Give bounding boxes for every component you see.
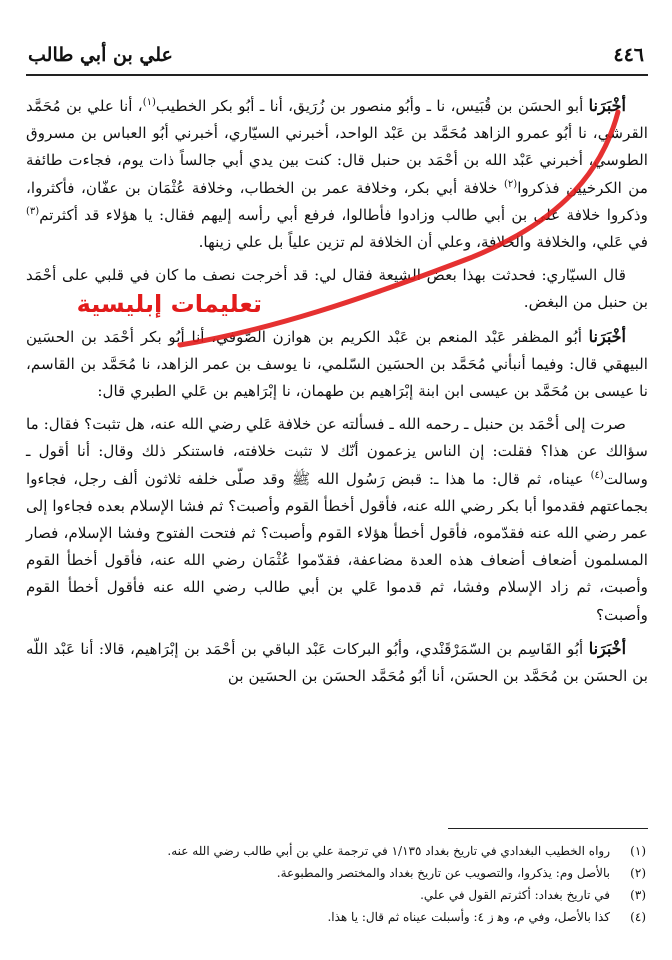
- footnote-number: (٣): [630, 888, 646, 902]
- footnote-mark: (٤): [590, 469, 604, 481]
- paragraph-text: قال السيّاري: فحدثت بهذا بعض الشيعة فقال لي: قد أخرجت نصف ما كان في قلبي على أحْمَد بن حنبل من البغض.: [26, 266, 648, 312]
- page-number: ٤٤٦: [613, 44, 644, 66]
- footnote-number: (١): [630, 844, 646, 858]
- paragraph-4: [26, 411, 648, 629]
- paragraph-lead: أخْبَرَنا: [588, 96, 626, 115]
- footnote-text: رواه الخطيب البغدادي في تاريخ بغداد ١/١٣٥ في ترجمة علي بن أبي طالب رضي الله عنه.: [167, 844, 610, 858]
- running-header: [28, 40, 644, 70]
- header-divider: [26, 74, 648, 76]
- paragraph-text: خلافة أبي بكر، وخلافة عمر بن الخطاب، وخلافة عُثْمَان بن عفّان، فأكثروا، وذكروا خلافة عَلي بن أبي طالب وزادوا فأطالوا، فرفع أبي رأسه إليهم فقال: يا هؤلاء قد أكثرتم: [26, 178, 648, 224]
- footnote-text: بالأصل وم: يذكروا، والتصويب عن تاريخ بغداد والمختصر والمطبوعة.: [276, 866, 610, 880]
- paragraph-text: أبُو القَاسِم بن السّمَرْقَنْدي، وأبُو البركات عَبْد الباقي بن أحْمَد بن إبْرَاهيم، قالا: أنا عَبْد اللّه بن الحسَن بن مُحَمَّد بن الحسَن، أنا أبُو مُحَمَّد الحسَن بن الحسَين بن: [26, 639, 648, 686]
- paragraph-lead: أخْبَرَنا: [588, 326, 626, 346]
- paragraph-text: في عَلي، والخلافة والخلافة، وعلي أن الخلافة لم تزين علياً بل علي زينها.: [198, 233, 648, 252]
- footnote-divider: [448, 828, 648, 829]
- paragraph-text: صرت إلى أحْمَد بن حنبل ـ رحمه الله ـ فسألته عن خلافة عَلي رضي الله عنه، هل تثبت؟ فقال: ما سؤالك عن هذا؟ فقلت: إن الناس يزعمون أنّك لا تثبت خلافته، فاستنكر ذلك وقال: أنا أقول ـ وسالت: [26, 415, 648, 488]
- footnote-text: كذا بالأصل، وفي م، وﻫ ز ٤: وأسبلت عيناه ثم قال: يا هذا.: [327, 910, 610, 924]
- paragraph-text: أبُو المظفر عَبْد المنعم بن عَبْد الكريم بن هوازن الصّوفي، أنا أبُو بكر أحْمَد بن الحسَين البيهقي قال: وفيما أنبأني مُحَمَّد بن الحسَين السّلمي، نا يوسف بن عمر الزاهد، نا مُحَمَّد بن القاسم، نا عيسى بن مُحَمَّد بن عيسى ابن ابنة إبْرَاهيم بن طهمان، نا إبْرَاهيم بن عَلي الطبري قال:: [26, 327, 648, 401]
- running-title: علي بن أبي طالب: [28, 44, 173, 66]
- paragraph-3: [26, 323, 648, 406]
- footnote-mark: (٣): [26, 205, 40, 217]
- footnote-text: في تاريخ بغداد: أكثرتم القول في علي.: [420, 888, 610, 902]
- footnote-mark: (٢): [504, 178, 518, 190]
- footnote-number: (٤): [630, 910, 646, 924]
- red-overlay-caption: تعليمات إبليسية: [76, 290, 262, 318]
- paragraph-text: عيناه، ثم قال: ما هذا ـ: قبض رَسُول الله ﷺ وقد صلّى خلفه ثلاثون ألف رجل، فجاءوا بجماعتهم فقدموا أبا بكر رضي الله عنه، فأقول أخطأ القوم وأصبت؟ ثم فشا الإسلام بعده فجاءوا إلى عمر رضي الله عنه فقدّموه، فأقول أخطأ هؤلاء القوم وأصبت؟ ثم فتحت الفتوح وفشا الإسلام، فصار المسلمون أضعاف أضعاف هذه العدة مضاعفة، فقدّموا عُثْمَان رضي الله عنه، فأقول أخطأ القوم وأصبت، ثم زاد الإسلام وفشا، ثم قدموا عَلي بن أبي طالب رضي الله عنه فأقول أخطأ القوم وأصبت؟: [26, 469, 648, 624]
- paragraph-5: [26, 635, 648, 690]
- footnotes: [30, 840, 646, 928]
- footnote-mark: (١): [142, 96, 156, 108]
- footnote-3: [30, 884, 646, 906]
- main-text: [26, 92, 648, 696]
- footnote-number: (٢): [630, 866, 646, 880]
- footnote-4: [30, 906, 646, 928]
- paragraph-1: [26, 92, 648, 256]
- paragraph-lead: أخْبَرَنا: [588, 638, 627, 658]
- footnote-1: [30, 840, 646, 862]
- footnote-2: [30, 862, 646, 884]
- paragraph-text: ، أنا علي بن مُحَمَّد القرشي، نا أبُو عمرو الزاهد مُحَمَّد بن عَبْد الواحد، أخبرني السيّاري، أخبرني أبُو العباس بن مسروق الطوسي، أخبرني عَبْد الله بن أحْمَد بن حنبل قال: كنت بين يدي أبي جالساً ذات يوم، فجاءت طائفة من الكرخيين فذكروا: [26, 97, 648, 197]
- paragraph-text: أبو الحسَن بن قُبَيس، نا ـ وأبُو منصور بن زُرَيق، أنا ـ أبُو بكر الخطيب: [155, 97, 584, 115]
